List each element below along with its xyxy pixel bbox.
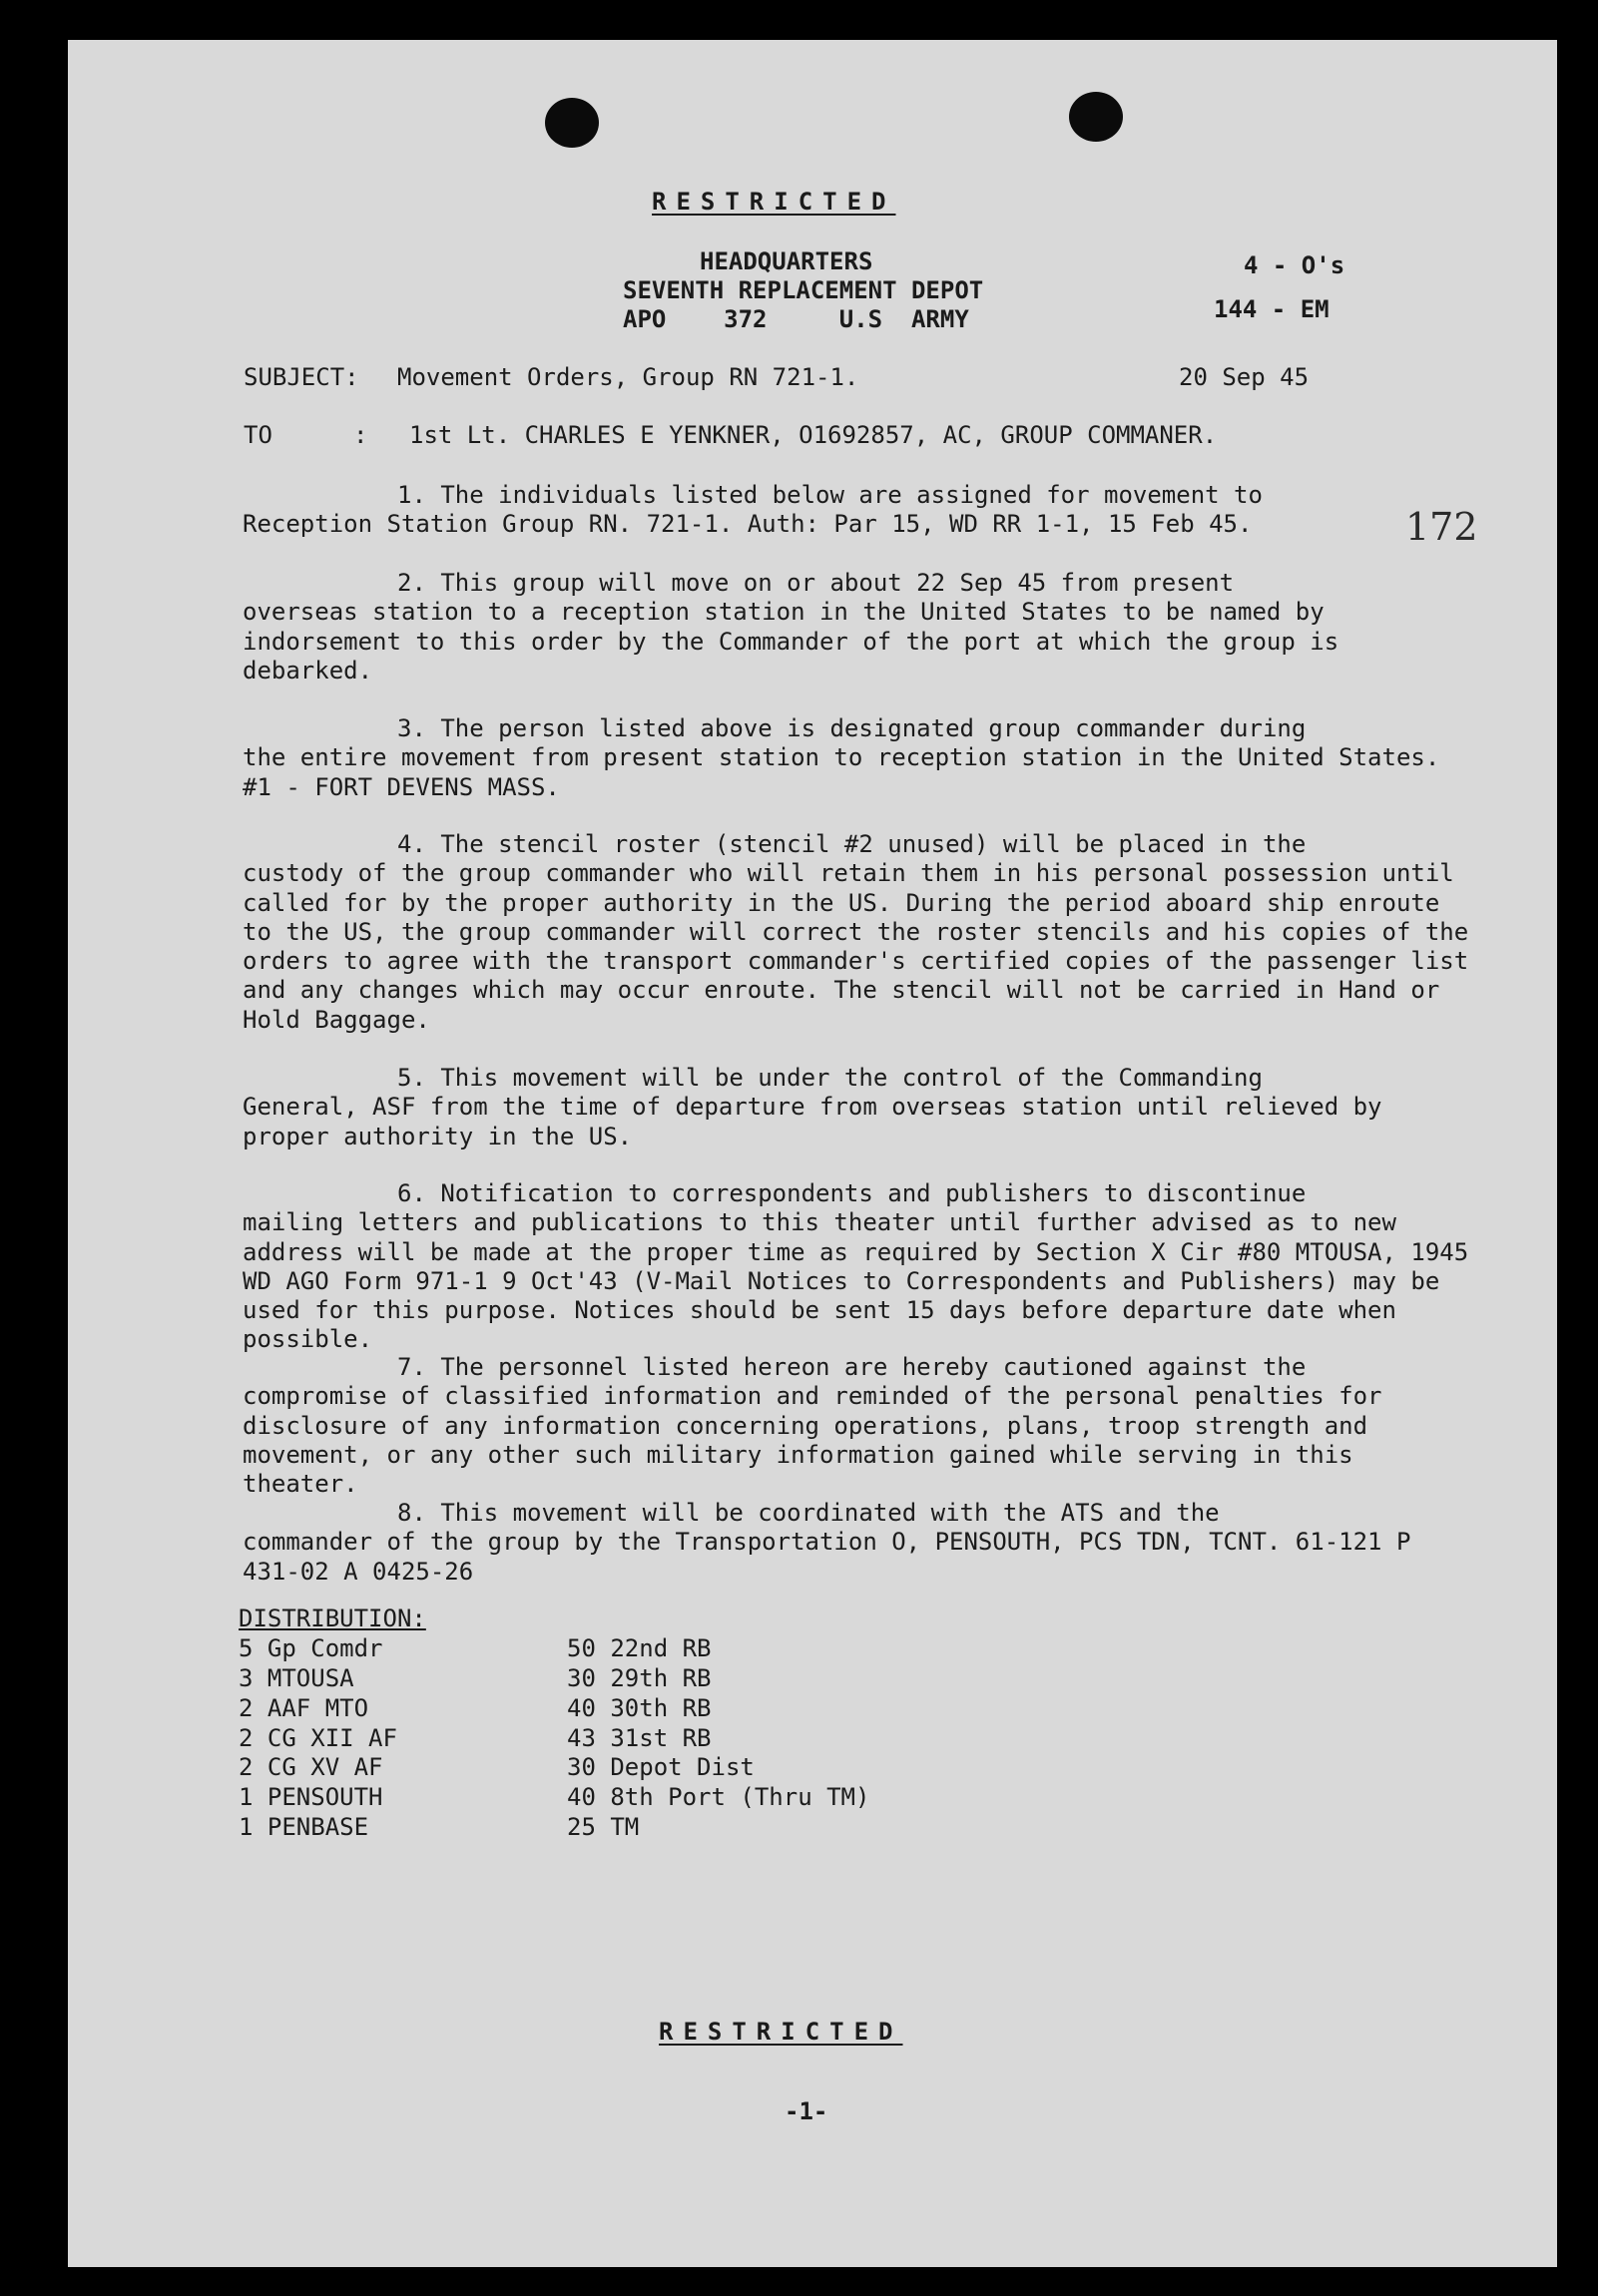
paragraph-first-line: 4. The stencil roster (stencil #2 unused) will be placed in the	[397, 830, 1307, 858]
distribution-right-item: 43 31st RB	[567, 1724, 712, 1752]
distribution-left-item: 2 CG XII AF	[239, 1724, 397, 1752]
distribution-label: DISTRIBUTION:	[239, 1605, 426, 1632]
distribution-left-item: 1 PENBASE	[239, 1813, 369, 1841]
punch-hole	[1069, 92, 1123, 142]
punch-hole	[545, 98, 599, 148]
count-officers: 4 - O's	[1244, 251, 1345, 279]
paragraph-1	[243, 481, 1460, 540]
subject-label: SUBJECT:	[244, 363, 359, 391]
distribution-right-item: 40 30th RB	[567, 1694, 712, 1722]
distribution-left-item: 5 Gp Comdr	[239, 1634, 383, 1662]
hq-line-1: HEADQUARTERS	[700, 247, 873, 275]
paragraph-3	[243, 714, 1470, 802]
hq-line-2: SEVENTH REPLACEMENT DEPOT	[623, 276, 984, 304]
paragraph-body: Reception Station Group RN. 721-1. Auth: Par 15, WD RR 1-1, 15 Feb 45.	[243, 510, 1253, 539]
paragraph-body: the entire movement from present station to reception station in the United States. #1 - FORT DEVENS MASS.	[243, 743, 1440, 801]
distribution-left-item: 1 PENSOUTH	[239, 1783, 383, 1811]
handwritten-page-mark: 172	[1405, 505, 1478, 549]
paragraph-6	[243, 1179, 1470, 1355]
paragraph-first-line: 5. This movement will be under the control of the Commanding	[397, 1064, 1263, 1092]
paragraph-first-line: 1. The individuals listed below are assigned for movement to	[397, 481, 1263, 509]
paragraph-body: overseas station to a reception station in the United States to be named by indorsement to this order by the Commander of the port at which the group is debarked.	[243, 598, 1339, 685]
paragraph-first-line: 6. Notification to correspondents and publishers to discontinue	[397, 1179, 1307, 1207]
paragraph-first-line: 3. The person listed above is designated group commander during	[397, 714, 1307, 742]
paragraph-5	[243, 1064, 1440, 1151]
hq-line-3: APO 372 U.S ARMY	[623, 305, 969, 333]
to-label: TO	[244, 421, 272, 449]
paragraph-8	[243, 1499, 1440, 1587]
paragraph-first-line: 8. This movement will be coordinated with the ATS and the	[397, 1499, 1220, 1527]
paragraph-4	[243, 830, 1470, 1035]
paragraph-body: compromise of classified information and reminded of the personal penalties for disclosure of any information concerning operations, plans, troop strength and movement, or any other such military information gained while serving in this theater.	[243, 1382, 1382, 1499]
count-em: 144 - EM	[1214, 295, 1330, 323]
distribution-left-item: 3 MTOUSA	[239, 1664, 354, 1692]
paragraph-2	[243, 569, 1430, 686]
distribution-right-item: 25 TM	[567, 1813, 640, 1841]
paragraph-body: General, ASF from the time of departure from overseas station until relieved by proper authority in the US.	[243, 1093, 1382, 1150]
distribution-left-item: 2 CG XV AF	[239, 1753, 383, 1781]
to-colon: :	[353, 421, 368, 449]
paragraph-first-line: 7. The personnel listed hereon are hereby cautioned against the	[397, 1353, 1307, 1381]
distribution-left-item: 2 AAF MTO	[239, 1694, 369, 1722]
distribution-right-item: 40 8th Port (Thru TM)	[567, 1783, 870, 1811]
subject-text: Movement Orders, Group RN 721-1.	[397, 363, 859, 391]
paragraph-7	[243, 1353, 1470, 1499]
distribution-right-item: 30 29th RB	[567, 1664, 712, 1692]
subject-date: 20 Sep 45	[1179, 363, 1310, 391]
classification-bottom: RESTRICTED	[659, 2018, 903, 2046]
paragraph-body: commander of the group by the Transportation O, PENSOUTH, PCS TDN, TCNT. 61-121 P 431-02 A 0425-26	[243, 1528, 1411, 1586]
page-number: -1-	[785, 2097, 828, 2125]
paragraph-body: custody of the group commander who will retain them in his personal possession until called for by the proper authority in the US. During the period aboard ship enroute to the US, the group commander will correct the roster stencils and his copies of the orders to agree with the transport commander's certified copies of the passenger list and any changes which may occur enroute. The stencil will not be carried in Hand or Hold Baggage.	[243, 859, 1469, 1034]
paragraph-body: mailing letters and publications to this theater until further advised as to new address will be made at the proper time as required by Section X Cir #80 MTOUSA, 1945 WD AGO Form 971-1 9 Oct'43 (V-Mail Notices to Correspondents and Publishers) may be used for this purpose. Notices should be sent 15 days before departure date when possible.	[243, 1208, 1469, 1354]
distribution-right-item: 50 22nd RB	[567, 1634, 712, 1662]
paragraph-first-line: 2. This group will move on or about 22 Sep 45 from present	[397, 569, 1235, 597]
distribution-right-item: 30 Depot Dist	[567, 1753, 755, 1781]
to-text: 1st Lt. CHARLES E YENKNER, O1692857, AC, GROUP COMMANER.	[409, 421, 1218, 449]
document-page	[68, 40, 1557, 2267]
classification-top: RESTRICTED	[652, 188, 896, 216]
